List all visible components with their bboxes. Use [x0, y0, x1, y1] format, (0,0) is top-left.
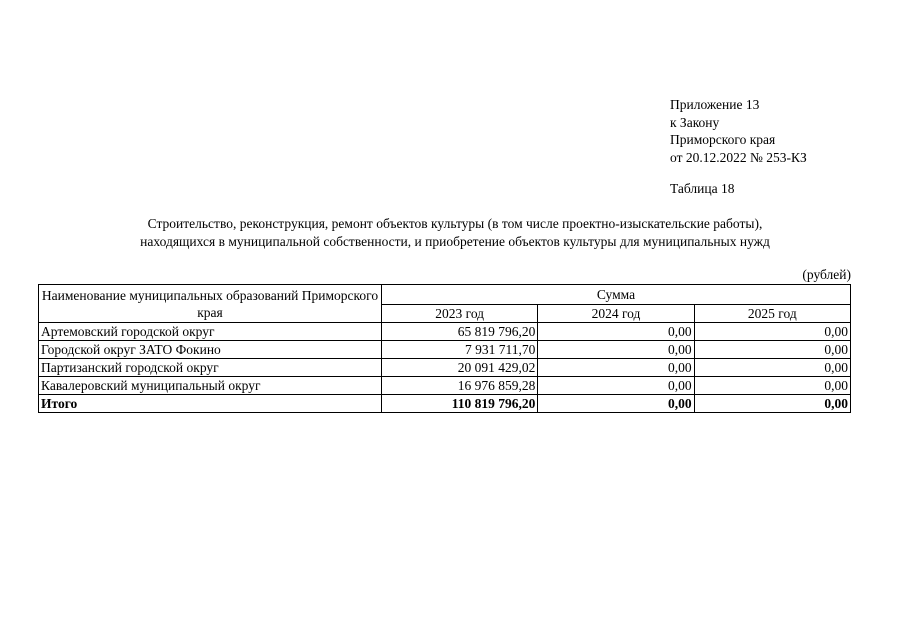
total-value-2024: 0,00: [538, 395, 694, 413]
table-number: Таблица 18: [670, 181, 735, 196]
appendix-line: к Закону: [670, 114, 720, 130]
row-value-2024: 0,00: [538, 323, 694, 341]
title-line: находящихся в муниципальной собственности, и приобретение объектов культуры для муниципальных нужд: [140, 233, 770, 249]
table-row: [39, 323, 851, 341]
table-row: [39, 359, 851, 377]
appendix-block: [670, 96, 807, 166]
row-value-2025: 0,00: [694, 323, 850, 341]
title-line: Строительство, реконструкция, ремонт объектов культуры (в том числе проектно-изыскательские работы),: [147, 216, 763, 231]
row-value-2023: 16 976 859,28: [382, 377, 538, 395]
row-name: Партизанский городской округ: [39, 359, 382, 377]
row-name: Кавалеровский муниципальный округ: [39, 377, 382, 395]
row-name: Городской округ ЗАТО Фокино: [39, 341, 382, 359]
row-value-2025: 0,00: [694, 377, 850, 395]
table-row: [39, 341, 851, 359]
units-label: (рублей): [802, 267, 851, 282]
table-title: [60, 215, 850, 250]
row-value-2024: 0,00: [538, 377, 694, 395]
appendix-line: Приморского края: [670, 132, 776, 147]
header-year-2025: 2025 год: [694, 305, 850, 323]
row-value-2023: 7 931 711,70: [382, 341, 538, 359]
header-year-2023: 2023 год: [382, 305, 538, 323]
table-row: [39, 377, 851, 395]
header-sum: Сумма: [382, 285, 851, 305]
total-value-2023: 110 819 796,20: [382, 395, 538, 413]
total-value-2025: 0,00: [694, 395, 850, 413]
funding-table: [38, 284, 851, 413]
row-value-2024: 0,00: [538, 359, 694, 377]
appendix-line: от 20.12.2022 № 253-КЗ: [670, 149, 807, 165]
appendix-line: Приложение 13: [670, 97, 760, 112]
header-year-2024: 2024 год: [538, 305, 694, 323]
total-row: [39, 395, 851, 413]
row-value-2025: 0,00: [694, 341, 850, 359]
header-municipality: Наименование муниципальных образований Приморского края: [39, 285, 382, 323]
row-name: Артемовский городской округ: [39, 323, 382, 341]
total-label: Итого: [39, 395, 382, 413]
row-value-2023: 20 091 429,02: [382, 359, 538, 377]
row-value-2024: 0,00: [538, 341, 694, 359]
row-value-2023: 65 819 796,20: [382, 323, 538, 341]
row-value-2025: 0,00: [694, 359, 850, 377]
